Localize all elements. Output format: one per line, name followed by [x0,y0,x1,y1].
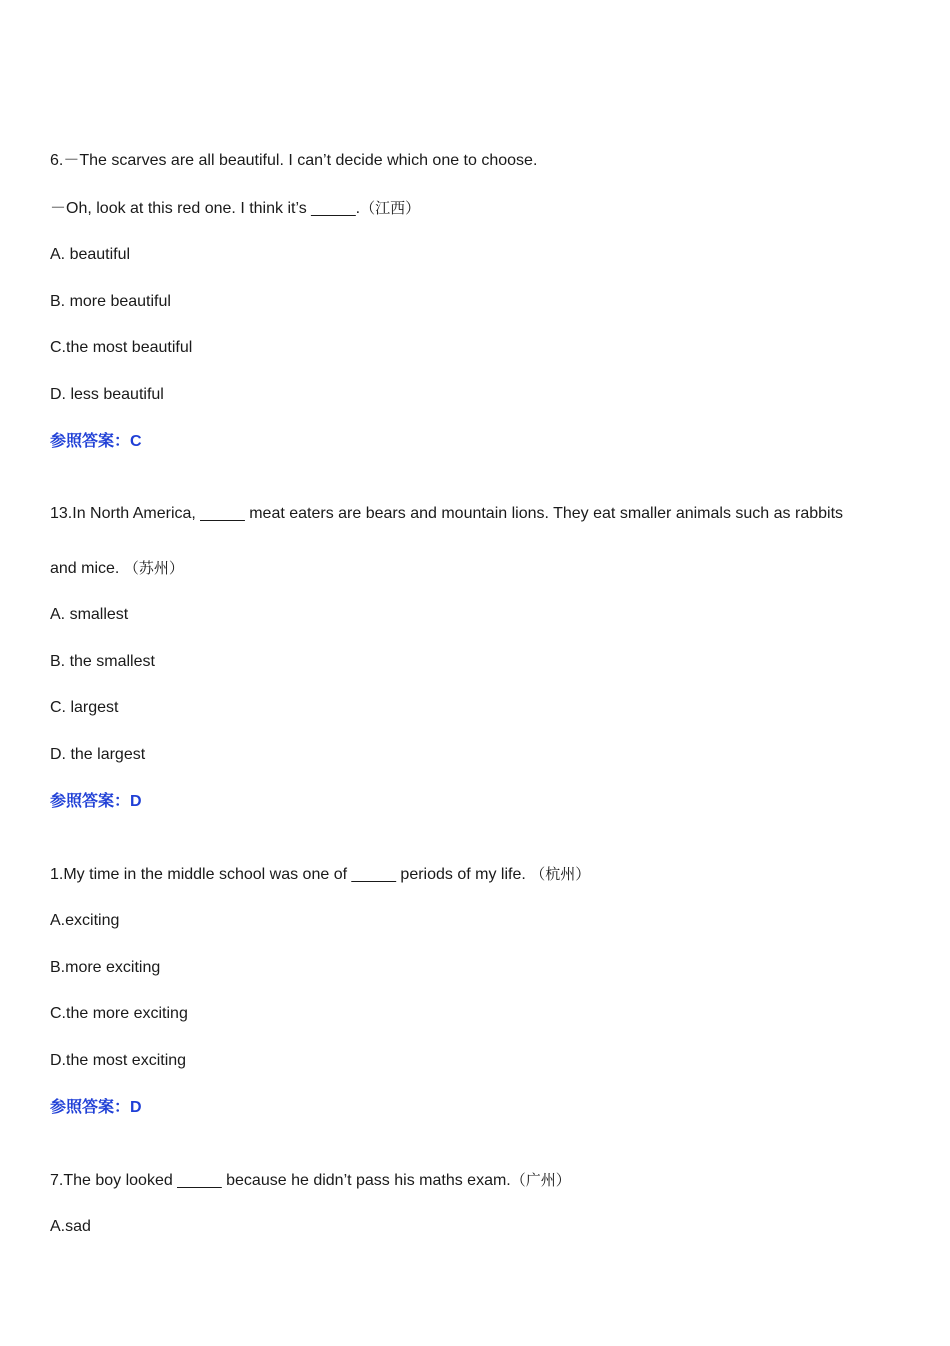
question-6-option-c: C.the most beautiful [50,339,193,356]
question-13-stem-text: and mice. [50,560,120,577]
question-13-option-d: D. the largest [50,746,146,763]
question-1-source: （杭州） [530,865,591,883]
question-13-stem-line2 [50,558,184,579]
question-13-option-b: B. the smallest [50,653,155,670]
question-13-answer-value: D [130,793,142,810]
question-7-stem-text: 7.The boy looked _____ because he didn’t pass his maths exam. [50,1172,511,1189]
question-7-stem-line1 [50,1170,571,1191]
question-6-option-a: A. beautiful [50,246,131,263]
question-1-answer-label: 参照答案： [50,1099,131,1116]
question-13-stem-line1: 13.In North America, _____ meat eaters are bears and mountain lions. They eat smaller animals such as rabbits [50,505,844,522]
question-6-option-b: B. more beautiful [50,293,171,310]
question-6-answer [50,432,142,452]
question-6-source: （江西） [360,199,421,217]
question-13-option-c: C. largest [50,699,119,716]
question-13-answer-label: 参照答案： [50,793,131,810]
question-6-stem-line2 [50,198,420,219]
question-1-option-c: C.the more exciting [50,1005,188,1022]
question-6-answer-label: 参照答案： [50,433,131,450]
question-13-answer [50,792,142,812]
question-6-option-d: D. less beautiful [50,386,164,403]
question-6-stem-text: －Oh, look at this red one. I think it’s _____. [50,200,361,217]
question-1-answer-value: D [130,1099,142,1116]
question-1-stem-line1 [50,864,590,885]
question-13-option-a: A. smallest [50,606,129,623]
question-7-source: （广州） [510,1171,571,1189]
question-1-answer [50,1098,142,1118]
question-1-stem-text: 1.My time in the middle school was one of _____ periods of my life. [50,866,526,883]
question-1-option-a: A.exciting [50,912,120,929]
question-13-source: （苏州） [123,559,184,577]
question-1-option-d: D.the most exciting [50,1052,187,1069]
question-6-stem-line1: 6.－The scarves are all beautiful. I can’t decide which one to choose. [50,152,538,169]
question-1-option-b: B.more exciting [50,959,161,976]
question-6-answer-value: C [130,433,142,450]
question-7-option-a: A.sad [50,1218,91,1235]
